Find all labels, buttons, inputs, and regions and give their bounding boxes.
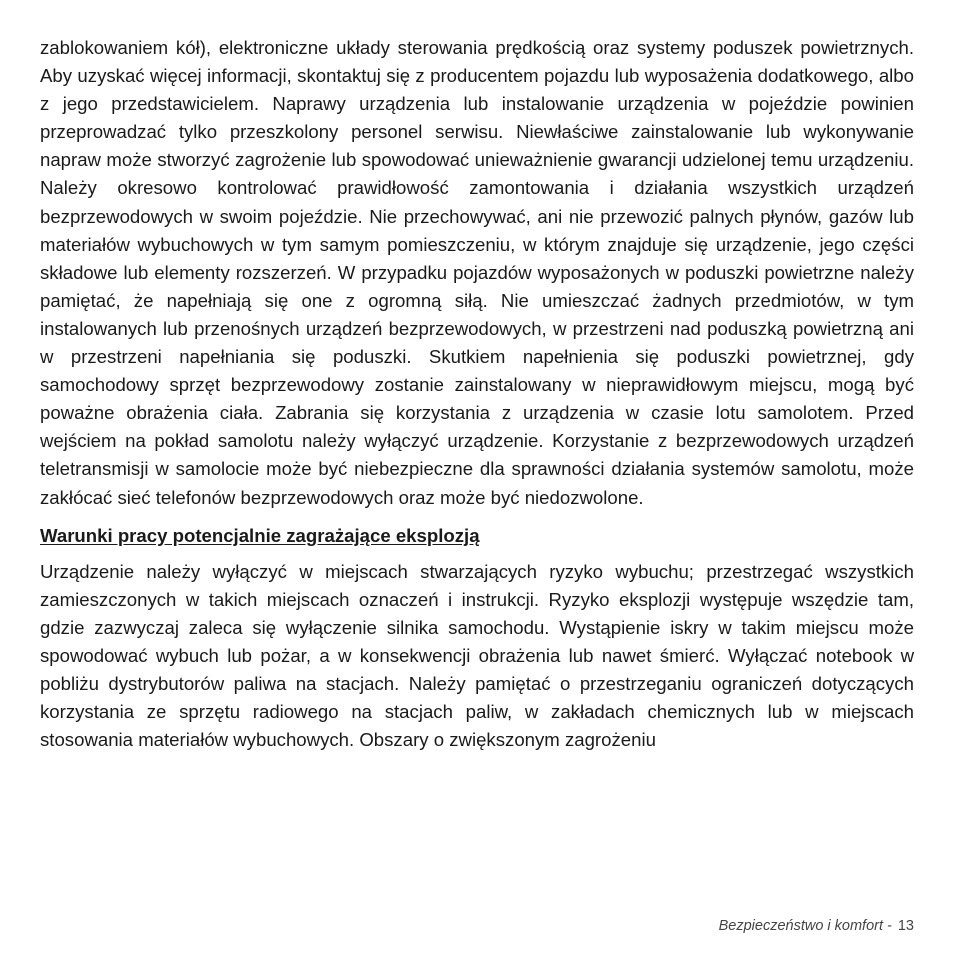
body-paragraph: Urządzenie należy wyłączyć w miejscach stwarzających ryzyko wybuchu; przestrzegać wszystkich zamieszczonych w takich miejscach oznaczeń i instrukcji. Ryzyko eksplozji występuje wszędzie tam, gdzie zazwyczaj zaleca się wyłączenie silnika samochodu. Wystąpienie iskry w takim miejscu może spowodować wybuch lub pożar, a w konsekwencji obrażenia lub nawet śmierć. Wyłączać notebook w pobliżu dystrybutorów paliwa na stacjach. Należy pamiętać o przestrzeganiu ograniczeń dotyczących korzystania ze sprzętu radiowego na stacjach paliw, w zakładach chemicznych lub w miejscach stosowania materiałów wybuchowych. Obszary o zwiększonym zagrożeniu — [40, 560, 914, 751]
page-footer — [719, 918, 914, 934]
body-paragraph: zablokowaniem kół), elektroniczne układy sterowania prędkością oraz systemy poduszek powietrznych. Aby uzyskać więcej informacji, skontaktuj się z producentem pojazdu lub wyposażenia dodatkowego, albo z jego przedstawicielem. Naprawy urządzenia lub instalowanie urządzenia w pojeździe powinien przeprowadzać tylko przeszkolony personel serwisu. Niewłaściwe zainstalowanie lub wykonywanie napraw może stworzyć zagrożenie lub spowodować unieważnienie gwarancji udzielonej temu urządzeniu. Należy okresowo kontrolować prawidłowość zamontowania i działania wszystkich urządzeń bezprzewodowych w swoim pojeździe. Nie przechowywać, ani nie przewozić palnych płynów, gazów lub materiałów wybuchowych w tym samym pomieszczeniu, w którym znajduje się urządzenie, jego części składowe lub elementy rozszerzeń. W przypadku pojazdów wyposażonych w poduszki powietrzne należy pamiętać, że napełniają się one z ogromną siłą. Nie umieszczać żadnych przedmiotów, w tym instalowanych lub przenośnych urządzeń bezprzewodowych, w przestrzeni nad poduszką powietrzną ani w przestrzeni napełniania się poduszki. Skutkiem napełnienia się poduszki powietrznej, gdy samochodowy sprzęt bezprzewodowy zostanie zainstalowany w nieprawidłowym miejscu, mogą być poważne obrażenia ciała. Zabrania się korzystania z urządzenia w czasie lotu samolotem. Przed wejściem na pokład samolotu należy wyłączyć urządzenie. Korzystanie z bezprzewodowych urządzeń teletransmisji w samolocie może być niebezpieczne dla sprawności działania systemów samolotu, może zakłócać sieć telefonów bezprzewodowych oraz może być niedozwolone. — [40, 37, 914, 508]
page-number: 13 — [897, 918, 914, 934]
footer-section-title: Bezpieczeństwo i komfort — [718, 918, 884, 934]
section-heading: Warunki pracy potencjalnie zagrażające eksplozją — [40, 524, 480, 546]
document-body — [40, 34, 914, 754]
footer-separator: - — [887, 918, 892, 934]
